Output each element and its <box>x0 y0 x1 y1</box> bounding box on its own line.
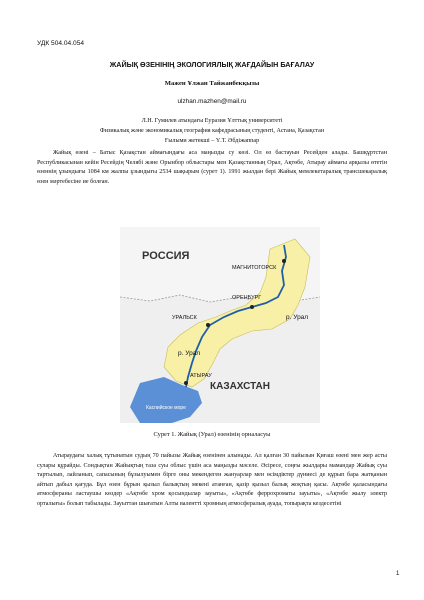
article-title: ЖАЙЫҚ ӨЗЕНІНІҢ ЭКОЛОГИЯЛЫҚ ЖАҒДАЙЫН БАҒАЛАУ <box>109 60 315 69</box>
label-caspian: Каспийское море <box>146 405 186 411</box>
affiliation-line: Ғылыми жетекші – Ү.Т. Әбдіжаппар <box>164 138 260 144</box>
label-uralsk: УРАЛЬСК <box>172 315 197 321</box>
page-number: 1 <box>396 571 400 577</box>
paragraph-main: Атыраудағы халық тұтынатын судың 70 пайызы Жайық өзенінен алынады. Ал қалған 30 пайызын Қиғаш өзені мен жер асты сулары құрайды. Сондықтан Жайықтың таза суы облыс үшін аса маңызды мәселе. Әсіресе, соңғы жылдары мамандар Жайық суы тартылып, лайланып, сапасының бұзылуымен бірге оны мекендеген жануарлар мен өсімдіктер дүниесі де құрып бара жатқанын айтып дабыл қағуда. Бұл өзен бұрын қызыл балықтың мекені атанған, қазір қызыл балық жоқтың қасы. Ақтөбе қаласындағы атмосфераны ластаушы көздер «Ақтөбе хром қосындылар зауыты», «Ақтөбе феррохроматы зауыты», «Ақтөбе жылу электр орталығы» болып табылады. Зауыттан шығатын Алты валентті хромның атмосфералық ауада, топырақта кездесетіні <box>37 453 387 507</box>
paragraph-intro: Жайық өзені – Батыс Қазақстан аймағындағы аса маңызды су көзі. Ол өз бастауын Ресейден алады. Башқұртстан Республикасынан кейін Ресейдің Челябі және Орынбор облыстары мен Қазақстанның Орал, Ақтөбе, Атырау аймағы арқылы өтетін өзеннің ұзындығы 1084 км жалпы ұзындығы 2534 шақырым (сурет 1). 1991 жылдан бері Жайық мемлекетаралық трансшекаралық өзен мәртебесіне ие болған. <box>37 150 387 185</box>
label-atyrau: АТЫРАУ <box>190 373 212 379</box>
affiliation-block <box>0 116 424 146</box>
label-magnitogorsk: МАГНИТОГОРСК <box>232 265 277 271</box>
label-russia: РОССИЯ <box>142 250 190 262</box>
ural-river-map <box>120 227 320 423</box>
magnitogorsk-marker <box>282 259 286 263</box>
figure-caption: Сурет 1. Жайық (Урал) өзенінің орналасуы <box>153 431 271 438</box>
label-kazakhstan: КАЗАХСТАН <box>210 381 270 392</box>
author-email[interactable]: ulzhan.mazhen@mail.ru <box>177 98 247 105</box>
label-river-1: р. Урал <box>286 314 309 321</box>
author-name: Мажен Ұлжан Тайжанбекқызы <box>164 80 260 87</box>
orenburg-marker <box>250 305 254 309</box>
affiliation-line: Л.Н. Гумилев атындағы Еуразия Ұлттық университеті <box>141 118 283 124</box>
affiliation-line: Физикалық және экономикалық география кафедрасының студенті, Астана, Қазақстан <box>99 128 325 134</box>
udc-code: УДК 504.04.054 <box>37 40 85 47</box>
label-orenburg: ОРЕНБУРГ <box>232 295 262 301</box>
uralsk-marker <box>206 323 210 327</box>
label-river-2: р. Урал <box>178 350 201 357</box>
atyrau-marker <box>184 381 188 385</box>
